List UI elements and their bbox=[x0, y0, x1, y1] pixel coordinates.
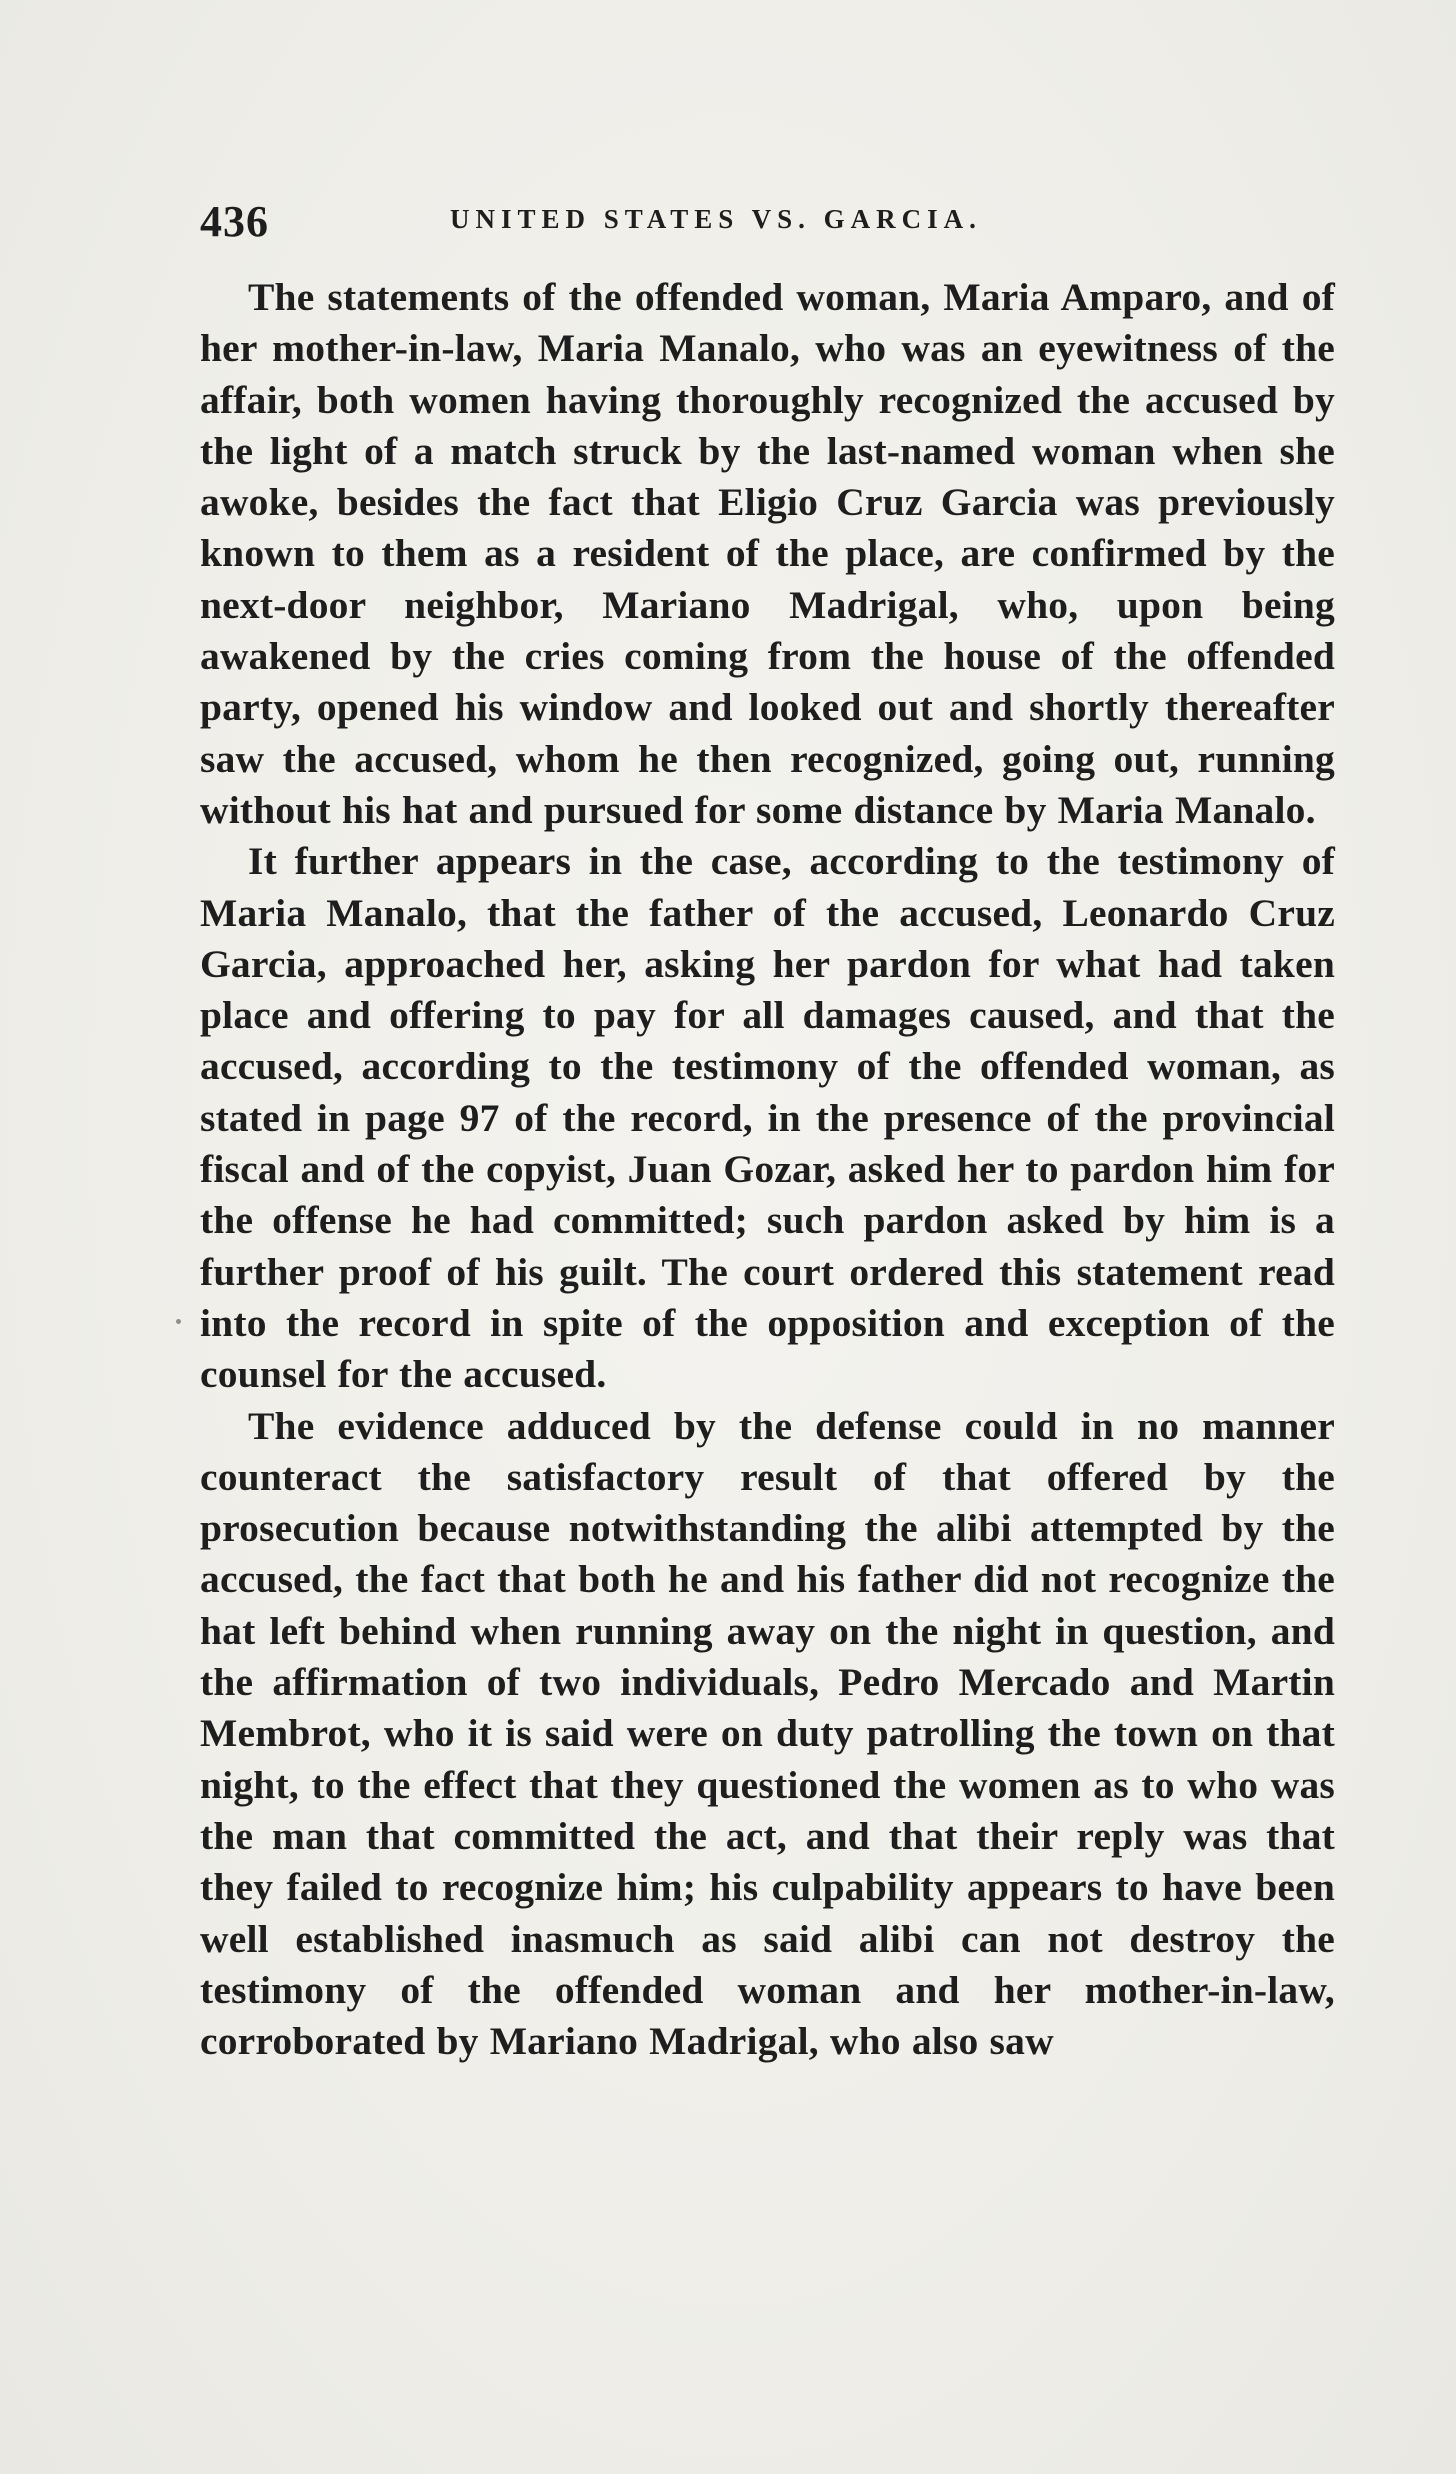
page-number: 436 bbox=[200, 197, 269, 246]
running-title: UNITED STATES VS. GARCIA. bbox=[450, 204, 982, 234]
page-body bbox=[200, 272, 1335, 2067]
running-head bbox=[200, 196, 1335, 256]
paragraph-statements: The statements of the offended woman, Maria Amparo, and of her mother-in-law, Maria Manalo, who was an eyewitness of the affair, both women having thoroughly recognized the accused by the light of a match struck by the last-named woman when she awoke, besides the fact that Eligio Cruz Garcia was previously known to them as a resident of the place, are confirmed by the next-door neighbor, Mariano Madrigal, who, upon being awakened by the cries coming from the house of the offended party, opened his window and looked out and shortly thereafter saw the accused, whom he then recognized, going out, running without his hat and pursued for some distance by Maria Manalo. bbox=[200, 275, 1335, 832]
paragraph-pardon: It further appears in the case, according to the testimony of Maria Manalo, that the father of the accused, Leonardo Cruz Garcia, approached her, asking her pardon for what had taken place and offering to pay for all damages caused, and that the accused, according to the testimony of the offended woman, as stated in page 97 of the record, in the presence of the provincial fiscal and of the copyist, Juan Gozar, asked her to pardon him for the offense he had committed; such pardon asked by him is a further proof of his guilt. The court ordered this statement read into the record in spite of the opposition and exception of the counsel for the accused. bbox=[200, 839, 1335, 1397]
margin-mark bbox=[176, 1319, 181, 1324]
paragraph-defense-evidence: The evidence adduced by the defense could in no manner counteract the satisfactory result of that offered by the prosecution because notwithstanding the alibi attempted by the accused, the fact that both he and his father did not recognize the hat left behind when running away on the night in question, and the affirmation of two individuals, Pedro Mercado and Martin Membrot, who it is said were on duty patrolling the town on that night, to the effect that they questioned the women as to who was the man that committed the act, and that their reply was that they failed to recognize him; his culpability appears to have been well established inasmuch as said alibi can not destroy the testimony of the offended woman and her mother-in-law, corroborated by Mariano Madrigal, who also saw bbox=[200, 1403, 1335, 2064]
